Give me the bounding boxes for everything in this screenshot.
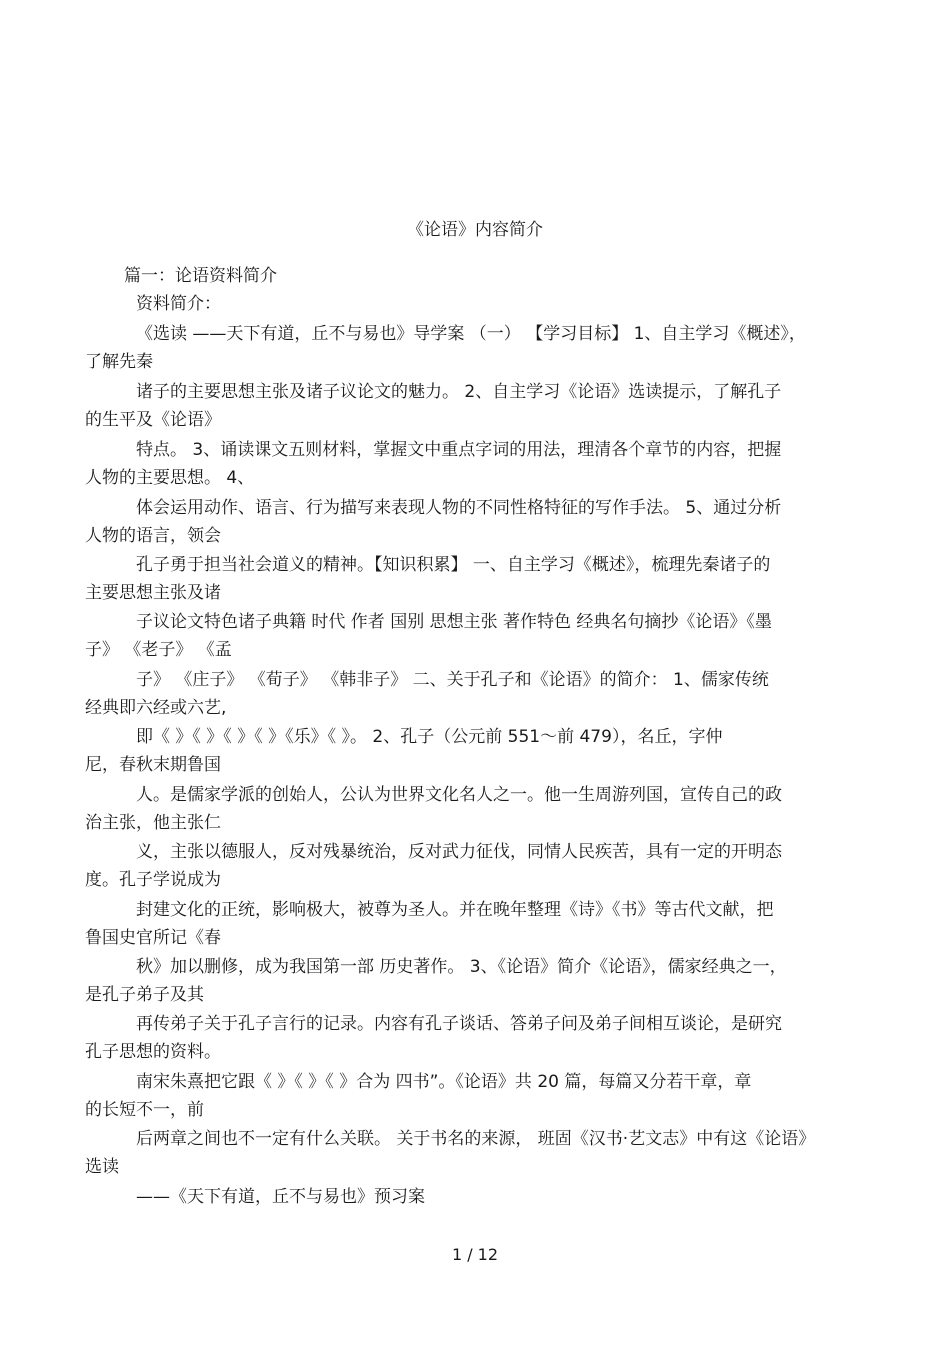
body-line: 度。孔子学说成为 — [85, 870, 221, 890]
body-line: 诸子的主要思想主张及诸子议论文的魅力。 2、自主学习《论语》选读提示，了解孔子 — [136, 382, 782, 402]
body-line: 特点。 3、诵读课文五则材料，掌握文中重点字词的用法，理清各个章节的内容，把握 — [136, 440, 782, 460]
document-title: 《论语》内容简介 — [407, 220, 543, 240]
body-line: 的长短不一，前 — [85, 1100, 204, 1120]
body-line: 封建文化的正统，影响极大，被尊为圣人。并在晚年整理《诗》《书》等古代文献，把 — [136, 900, 774, 920]
body-line: 主要思想主张及诸 — [85, 583, 221, 603]
body-line: 后两章之间也不一定有什么关联。 关于书名的来源， 班固《汉书·艺文志》中有这《论语》 — [136, 1129, 816, 1149]
body-line: 秋》加以删修，成为我国第一部 历史著作。 3、《论语》简介《论语》，儒家经典之一， — [136, 957, 787, 977]
body-line: 鲁国史官所记《春 — [85, 928, 221, 948]
body-line: 子》 《庄子》 《荀子》 《韩非子》 二、关于孔子和《论语》的简介： 1、儒家传统 — [136, 670, 769, 690]
body-line: 选读 — [85, 1157, 119, 1177]
body-line: 是孔子弟子及其 — [85, 985, 204, 1005]
body-line: 尼，春秋末期鲁国 — [85, 755, 221, 775]
body-line: 子》 《老子》 《孟 — [85, 640, 232, 660]
body-line: 即《 》《 》《 》《 》《乐》《 》。 2、孔子（公元前 551～前 479），名丘，字仲 — [136, 727, 723, 747]
section-heading: 篇一：论语资料简介 — [124, 266, 277, 286]
body-line: 《选读 ——天下有道，丘不与易也》导学案 （一） 【学习目标】 1、自主学习《概述》， — [136, 324, 806, 344]
body-line: 人物的语言，领会 — [85, 526, 221, 546]
body-line: 子议论文特色诸子典籍 时代 作者 国别 思想主张 著作特色 经典名句摘抄《论语》《墨 — [136, 612, 772, 632]
body-line: 再传弟子关于孔子言行的记录。内容有孔子谈话、答弟子问及弟子间相互谈论，是研究 — [136, 1014, 782, 1034]
body-line: ——《天下有道，丘不与易也》预习案 — [136, 1187, 425, 1207]
page-number: 1 / 12 — [451, 1245, 499, 1264]
body-line: 了解先秦 — [85, 352, 153, 372]
body-line: 孔子勇于担当社会道义的精神。【知识积累】 一、自主学习《概述》，梳理先秦诸子的 — [136, 555, 771, 575]
subsection-heading: 资料简介： — [136, 294, 221, 314]
body-line: 治主张，他主张仁 — [85, 813, 221, 833]
body-line: 的生平及《论语》 — [85, 410, 221, 430]
body-line: 人物的主要思想。 4、 — [85, 468, 255, 488]
body-line: 经典即六经或六艺, — [85, 698, 227, 718]
body-line: 南宋朱熹把它跟《 》《 》《 》合为 四书”。《论语》共 20 篇，每篇又分若干章，章 — [136, 1072, 752, 1092]
body-line: 孔子思想的资料。 — [85, 1042, 221, 1062]
body-line: 人。是儒家学派的创始人，公认为世界文化名人之一。他一生周游列国，宣传自己的政 — [136, 785, 782, 805]
body-line: 义，主张以德服人，反对残暴统治，反对武力征伐，同情人民疾苦，具有一定的开明态 — [136, 842, 782, 862]
body-line: 体会运用动作、语言、行为描写来表现人物的不同性格特征的写作手法。 5、通过分析 — [136, 498, 782, 518]
